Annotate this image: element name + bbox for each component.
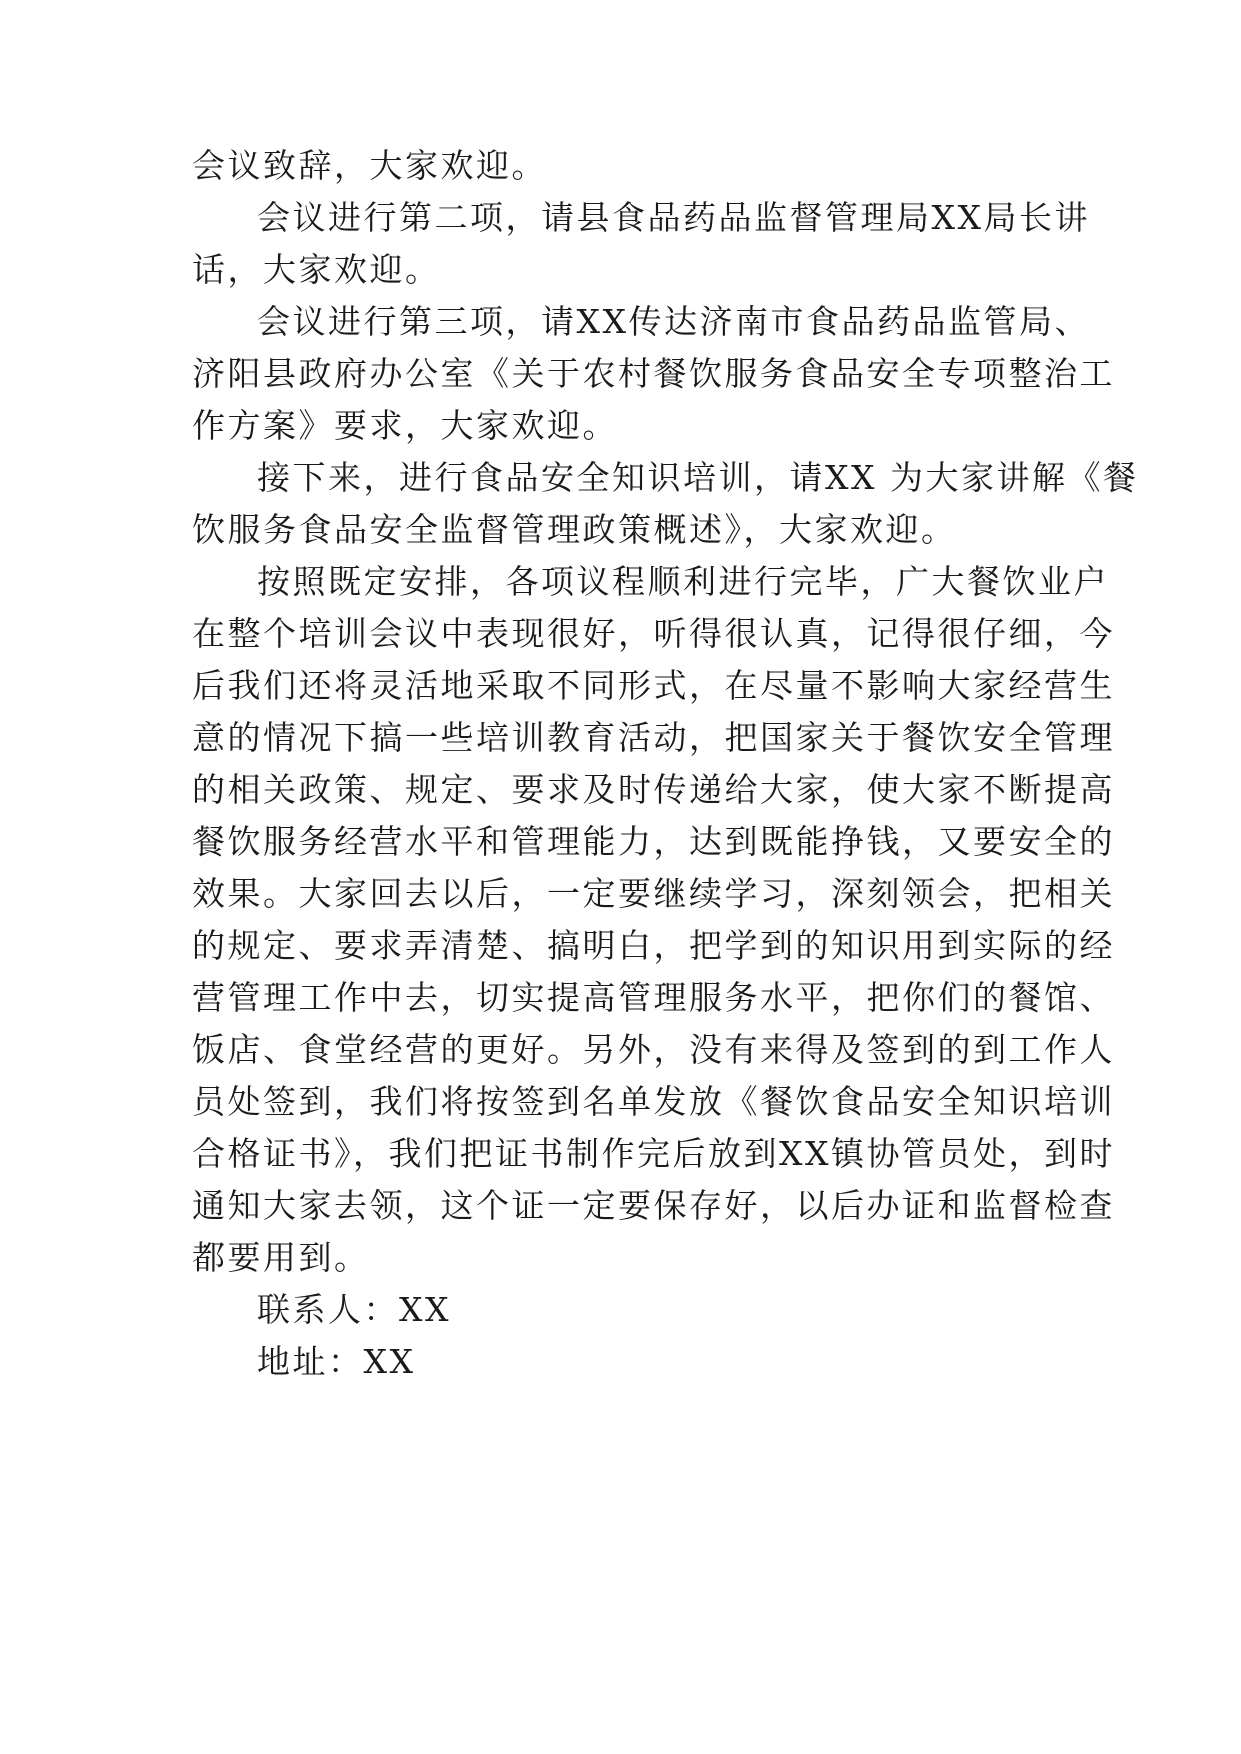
text-line: 会议进行第二项，请县食品药品监督管理局XX局长讲 xyxy=(257,198,1090,237)
text-line: 的规定、要求弄清楚、搞明白，把学到的知识用到实际的经 xyxy=(192,926,1115,965)
text-line: 通知大家去领，这个证一定要保存好，以后办证和监督检查 xyxy=(192,1186,1115,1225)
text-line: 在整个培训会议中表现很好，听得很认真，记得很仔细，今 xyxy=(192,614,1115,653)
text-line: 饮服务食品安全监督管理政策概述》，大家欢迎。 xyxy=(192,510,957,549)
text-line: 意的情况下搞一些培训教育活动，把国家关于餐饮安全管理 xyxy=(192,718,1115,757)
address-line: 地址：XX xyxy=(257,1342,416,1381)
text-line: 餐饮服务经营水平和管理能力，达到既能挣钱，又要安全的 xyxy=(192,822,1115,861)
text-line: 营管理工作中去，切实提高管理服务水平，把你们的餐馆、 xyxy=(192,978,1115,1017)
contact-line: 联系人：XX xyxy=(257,1290,451,1329)
text-line: 后我们还将灵活地采取不同形式，在尽量不影响大家经营生 xyxy=(192,666,1115,705)
text-line: 按照既定安排，各项议程顺利进行完毕，广大餐饮业户 xyxy=(257,562,1109,601)
text-line: 的相关政策、规定、要求及时传递给大家，使大家不断提高 xyxy=(192,770,1115,809)
text-line: 济阳县政府办公室《关于农村餐饮服务食品安全专项整治工 xyxy=(192,354,1115,393)
text-line: 接下来，进行食品安全知识培训，请XX 为大家讲解《餐 xyxy=(257,458,1139,497)
text-line: 话，大家欢迎。 xyxy=(192,250,441,289)
text-line: 合格证书》，我们把证书制作完后放到XX镇协管员处，到时 xyxy=(192,1134,1115,1173)
text-line: 会议致辞，大家欢迎。 xyxy=(192,146,547,185)
text-line: 效果。大家回去以后，一定要继续学习，深刻领会，把相关 xyxy=(192,874,1115,913)
text-line: 会议进行第三项，请XX传达济南市食品药品监管局、 xyxy=(257,302,1090,341)
text-line: 都要用到。 xyxy=(192,1238,370,1277)
text-line: 作方案》要求，大家欢迎。 xyxy=(192,406,618,445)
text-line: 饭店、食堂经营的更好。另外，没有来得及签到的到工作人 xyxy=(192,1030,1115,1069)
text-line: 员处签到，我们将按签到名单发放《餐饮食品安全知识培训 xyxy=(192,1082,1115,1121)
